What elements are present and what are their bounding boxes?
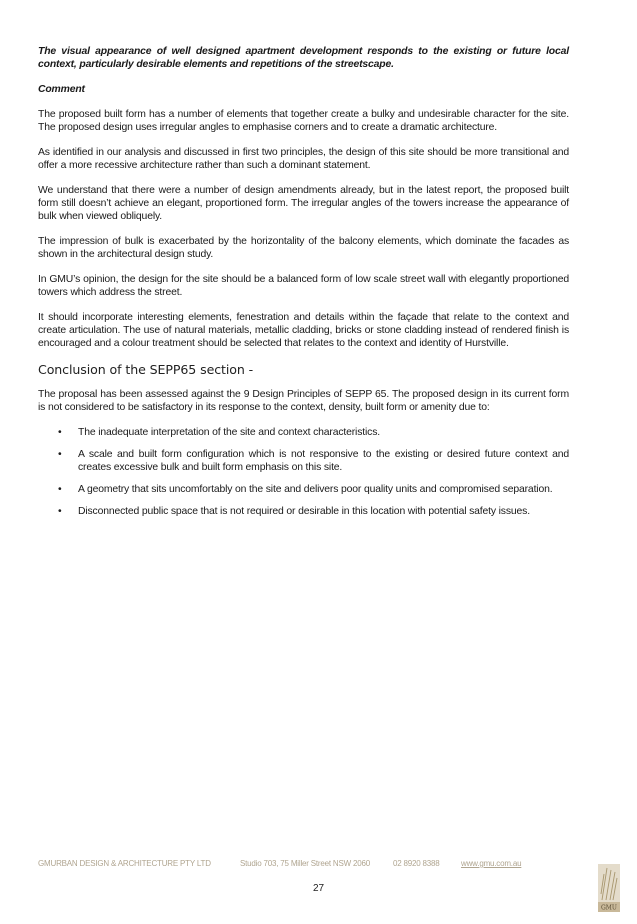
list-item-text: Disconnected public space that is not required or desirable in this location with potential safety issues. [78, 506, 530, 517]
logo-text: GMU [601, 904, 617, 912]
footer-website-link[interactable]: www.gmu.com.au [461, 859, 522, 868]
bullet-icon: • [58, 506, 62, 517]
paragraph: The proposed built form has a number of elements that together create a bulky and undesirable character for the site. The proposed design uses irregular angles to emphasise corners and to create a dramatic architecture. [38, 109, 569, 133]
bullet-icon: • [58, 427, 62, 438]
document-body [38, 45, 569, 527]
list-item [38, 448, 569, 474]
bullet-icon: • [58, 484, 62, 495]
section-heading: Conclusion of the SEPP65 section - [38, 362, 254, 377]
conclusion-intro: The proposal has been assessed against the 9 Design Principles of SEPP 65. The proposed design in its current form is not considered to be satisfactory in its response to the context, density, built form or amenity due to: [38, 389, 569, 413]
list-item-text: A scale and built form configuration which is not responsive to the existing or desired future context and creates excessive bulk and built form emphasis on this site. [78, 449, 569, 473]
list-item [38, 483, 569, 496]
paragraph: It should incorporate interesting elements, fenestration and details within the façade that relate to the context and create articulation. The use of natural materials, metallic cladding, bricks or stone cladding instead of rendered finish is encouraged and a colour treatment should be selected that relates to the context and identity of Hurstville. [38, 312, 569, 349]
footer-company: GMURBAN DESIGN & ARCHITECTURE PTY LTD [38, 859, 211, 868]
paragraph: In GMU’s opinion, the design for the site should be a balanced form of low scale street wall with elegantly proportioned towers which address the street. [38, 274, 569, 298]
footer-phone: 02 8920 8388 [393, 859, 440, 868]
page-number: 27 [312, 883, 325, 894]
intro-statement: The visual appearance of well designed apartment development responds to the existing or future local context, particularly desirable elements and repetitions of the streetscape. [38, 46, 569, 70]
list-item-text: A geometry that sits uncomfortably on the site and delivers poor quality units and compromised separation. [78, 484, 553, 495]
bullet-icon: • [58, 449, 62, 460]
list-item-text: The inadequate interpretation of the site and context characteristics. [78, 427, 380, 438]
paragraph: The impression of bulk is exacerbated by the horizontality of the balcony elements, which dominate the facades as shown in the architectural design study. [38, 236, 569, 260]
paragraph: As identified in our analysis and discussed in first two principles, the design of this site should be more transitional and offer a more recessive architecture rather than such a dominant statement. [38, 147, 569, 171]
footer-address: Studio 703, 75 Miller Street NSW 2060 [240, 859, 371, 868]
conclusion-bullet-list [38, 426, 569, 518]
list-item [38, 505, 569, 518]
list-item [38, 426, 569, 439]
gmu-logo [598, 864, 620, 912]
comment-label: Comment [38, 84, 85, 95]
paragraph: We understand that there were a number of design amendments already, but in the latest report, the proposed built form still doesn’t achieve an elegant, proportioned form. The irregular angles of the towers increase the appearance of bulk when viewed obliquely. [38, 185, 569, 222]
